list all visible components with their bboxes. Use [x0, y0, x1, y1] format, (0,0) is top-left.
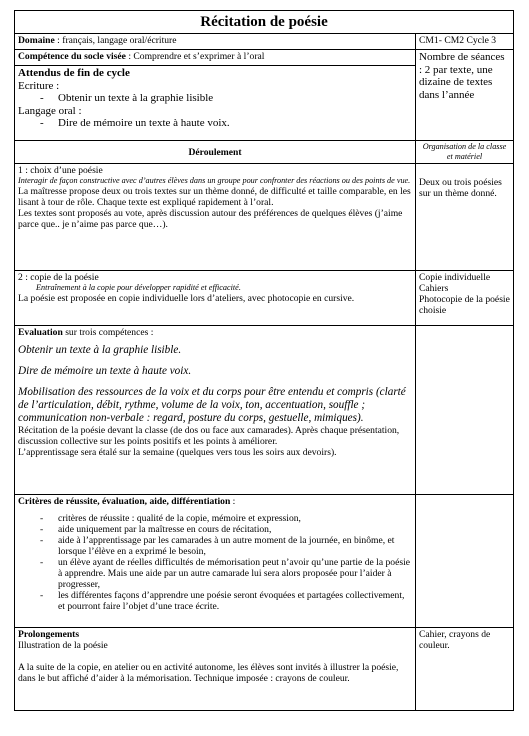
step2-material-2: Cahiers: [419, 283, 449, 294]
step2-row: [15, 271, 514, 326]
critere-item: - aide à l’apprentissage par les camarades à un autre moment de la journée, en binôme, et lorsque l’élève en a exprimé le besoin,: [18, 535, 412, 557]
criteres-row: [15, 495, 514, 628]
evaluation-intro: [18, 327, 412, 338]
deroulement-heading: Déroulement: [15, 141, 416, 164]
prolongements-paragraph: A la suite de la copie, en atelier ou en activité autonome, les élèves sont invités à illustrer la poésie, dans le but affiché d’aider à la mémorisation. Technique imposée : crayons de couleur.: [18, 662, 399, 684]
competence-3: Mobilisation des ressources de la voix et du corps pour être entendu et compris (clarté de l’articulation, débit, rythme, volume de la voix, ton, accentuation, souffle ; communication non-verbale : regard, posture du corps, gestuelle, mimiques).: [18, 386, 406, 424]
attendus-cell: [15, 66, 416, 141]
step2-objective: Entraînement à la copie pour développer rapidité et efficacité.: [36, 283, 241, 292]
step2-material: [416, 271, 514, 326]
lesson-sheet: [14, 10, 513, 711]
domaine-label: Domaine: [18, 35, 55, 46]
evaluation-label: Evaluation: [18, 327, 63, 338]
attendus-heading: Attendus de fin de cycle: [18, 67, 130, 79]
step2-cell: [15, 271, 416, 326]
evaluation-cell: [15, 326, 416, 495]
critere-item: - les différentes façons d’apprendre une poésie seront évoquées et partagées collectivement, et pourront faire l’objet d’une trace écrite.: [18, 590, 412, 612]
competence-1: Obtenir un texte à la graphie lisible.: [18, 344, 182, 356]
step2-material-3: Photocopie de la poésie choisie: [419, 294, 510, 316]
prolongements-subheading: Illustration de la poésie: [18, 640, 108, 651]
criteres-title: [18, 496, 412, 507]
evaluation-intro-text: sur trois compétences :: [62, 327, 154, 338]
niveau-cell: CM1- CM2 Cycle 3: [416, 34, 514, 50]
step1-paragraph-2: Les textes sont proposés au vote, après discussion autour des préférences de quelques élèves (j’aime parce que.. je n’aime pas parce que…).: [18, 207, 403, 230]
criteres-material: [416, 495, 514, 628]
domaine-text: : français, langage oral/écriture: [54, 35, 177, 46]
criteres-heading: Critères de réussite, évaluation, aide, différentiation: [18, 496, 231, 507]
deroulement-header-row: [15, 141, 514, 164]
step2-paragraph: La poésie est proposée en copie individuelle lors d’ateliers, avec photocopie en cursive.: [18, 292, 355, 304]
criteres-cell: [15, 495, 416, 628]
competence-2: Dire de mémoire un texte à haute voix.: [18, 365, 192, 377]
step2-material-1: Copie individuelle: [419, 272, 491, 283]
step2-heading: 2 : copie de la poésie: [18, 272, 99, 283]
evaluation-row: [15, 326, 514, 495]
evaluation-paragraph-2: L’apprentissage sera étalé sur la semaine (quelques vers tous les soirs aux devoirs).: [18, 447, 337, 458]
evaluation-paragraph-1: Récitation de la poésie devant la classe (de dos ou face aux camarades). Après chaque présentation, discussion collective sur les points positifs et les points à améliorer.: [18, 425, 400, 447]
step1-objective: Interagir de façon constructive avec d’autres élèves dans un groupe pour confronter des réactions ou des points de vue.: [18, 176, 411, 185]
critere-item: - un élève ayant de réelles difficultés de mémorisation peut n’avoir qu’une partie de la poésie à apprendre. Mais une aide par un autre camarade lui sera alors proposée pour l’aider à progresser,: [18, 557, 412, 590]
langage-label: Langage oral :: [18, 104, 82, 117]
step1-paragraph-1: La maîtresse propose deux ou trois textes sur un thème donné, de difficulté et taille comparable, en les lisant à tour de rôle. Chaque texte est expliqué rapidement à l’oral.: [18, 185, 411, 208]
criteres-colon: :: [230, 496, 236, 507]
lesson-table: [14, 10, 514, 711]
langage-item: - Dire de mémoire un texte à haute voix.: [18, 117, 412, 130]
prolongements-material: Cahier, crayons de couleur.: [416, 628, 514, 711]
step1-material: Deux ou trois poésies sur un thème donné.: [416, 164, 514, 271]
page-title: Récitation de poésie: [15, 11, 514, 34]
competence-row: [15, 50, 514, 66]
prolongements-row: [15, 628, 514, 711]
step1-row: [15, 164, 514, 271]
step1-cell: [15, 164, 416, 271]
evaluation-material: [416, 326, 514, 495]
prolongements-heading: Prolongements: [18, 629, 80, 640]
competence-label: Compétence du socle visée: [18, 51, 126, 62]
ecriture-label: Ecriture :: [18, 79, 60, 92]
seances-cell: Nombre de séances : 2 par texte, une dizaine de textes dans l’année: [416, 50, 514, 141]
title-row: [15, 11, 514, 34]
critere-item: - aide uniquement par la maîtresse en cours de récitation,: [18, 524, 412, 535]
critere-item: - critères de réussite : qualité de la copie, mémoire et expression,: [18, 513, 412, 524]
organisation-heading: Organisation de la classe et matériel: [416, 141, 514, 164]
prolongements-cell: [15, 628, 416, 711]
domaine-cell: [15, 34, 416, 50]
criteres-list: [18, 513, 412, 612]
competence-cell: [15, 50, 416, 66]
step1-heading: 1 : choix d’une poésie: [18, 165, 103, 176]
competence-text: : Comprendre et s’exprimer à l’oral: [125, 51, 265, 62]
ecriture-item: - Obtenir un texte à la graphie lisible: [18, 92, 412, 105]
domaine-row: [15, 34, 514, 50]
